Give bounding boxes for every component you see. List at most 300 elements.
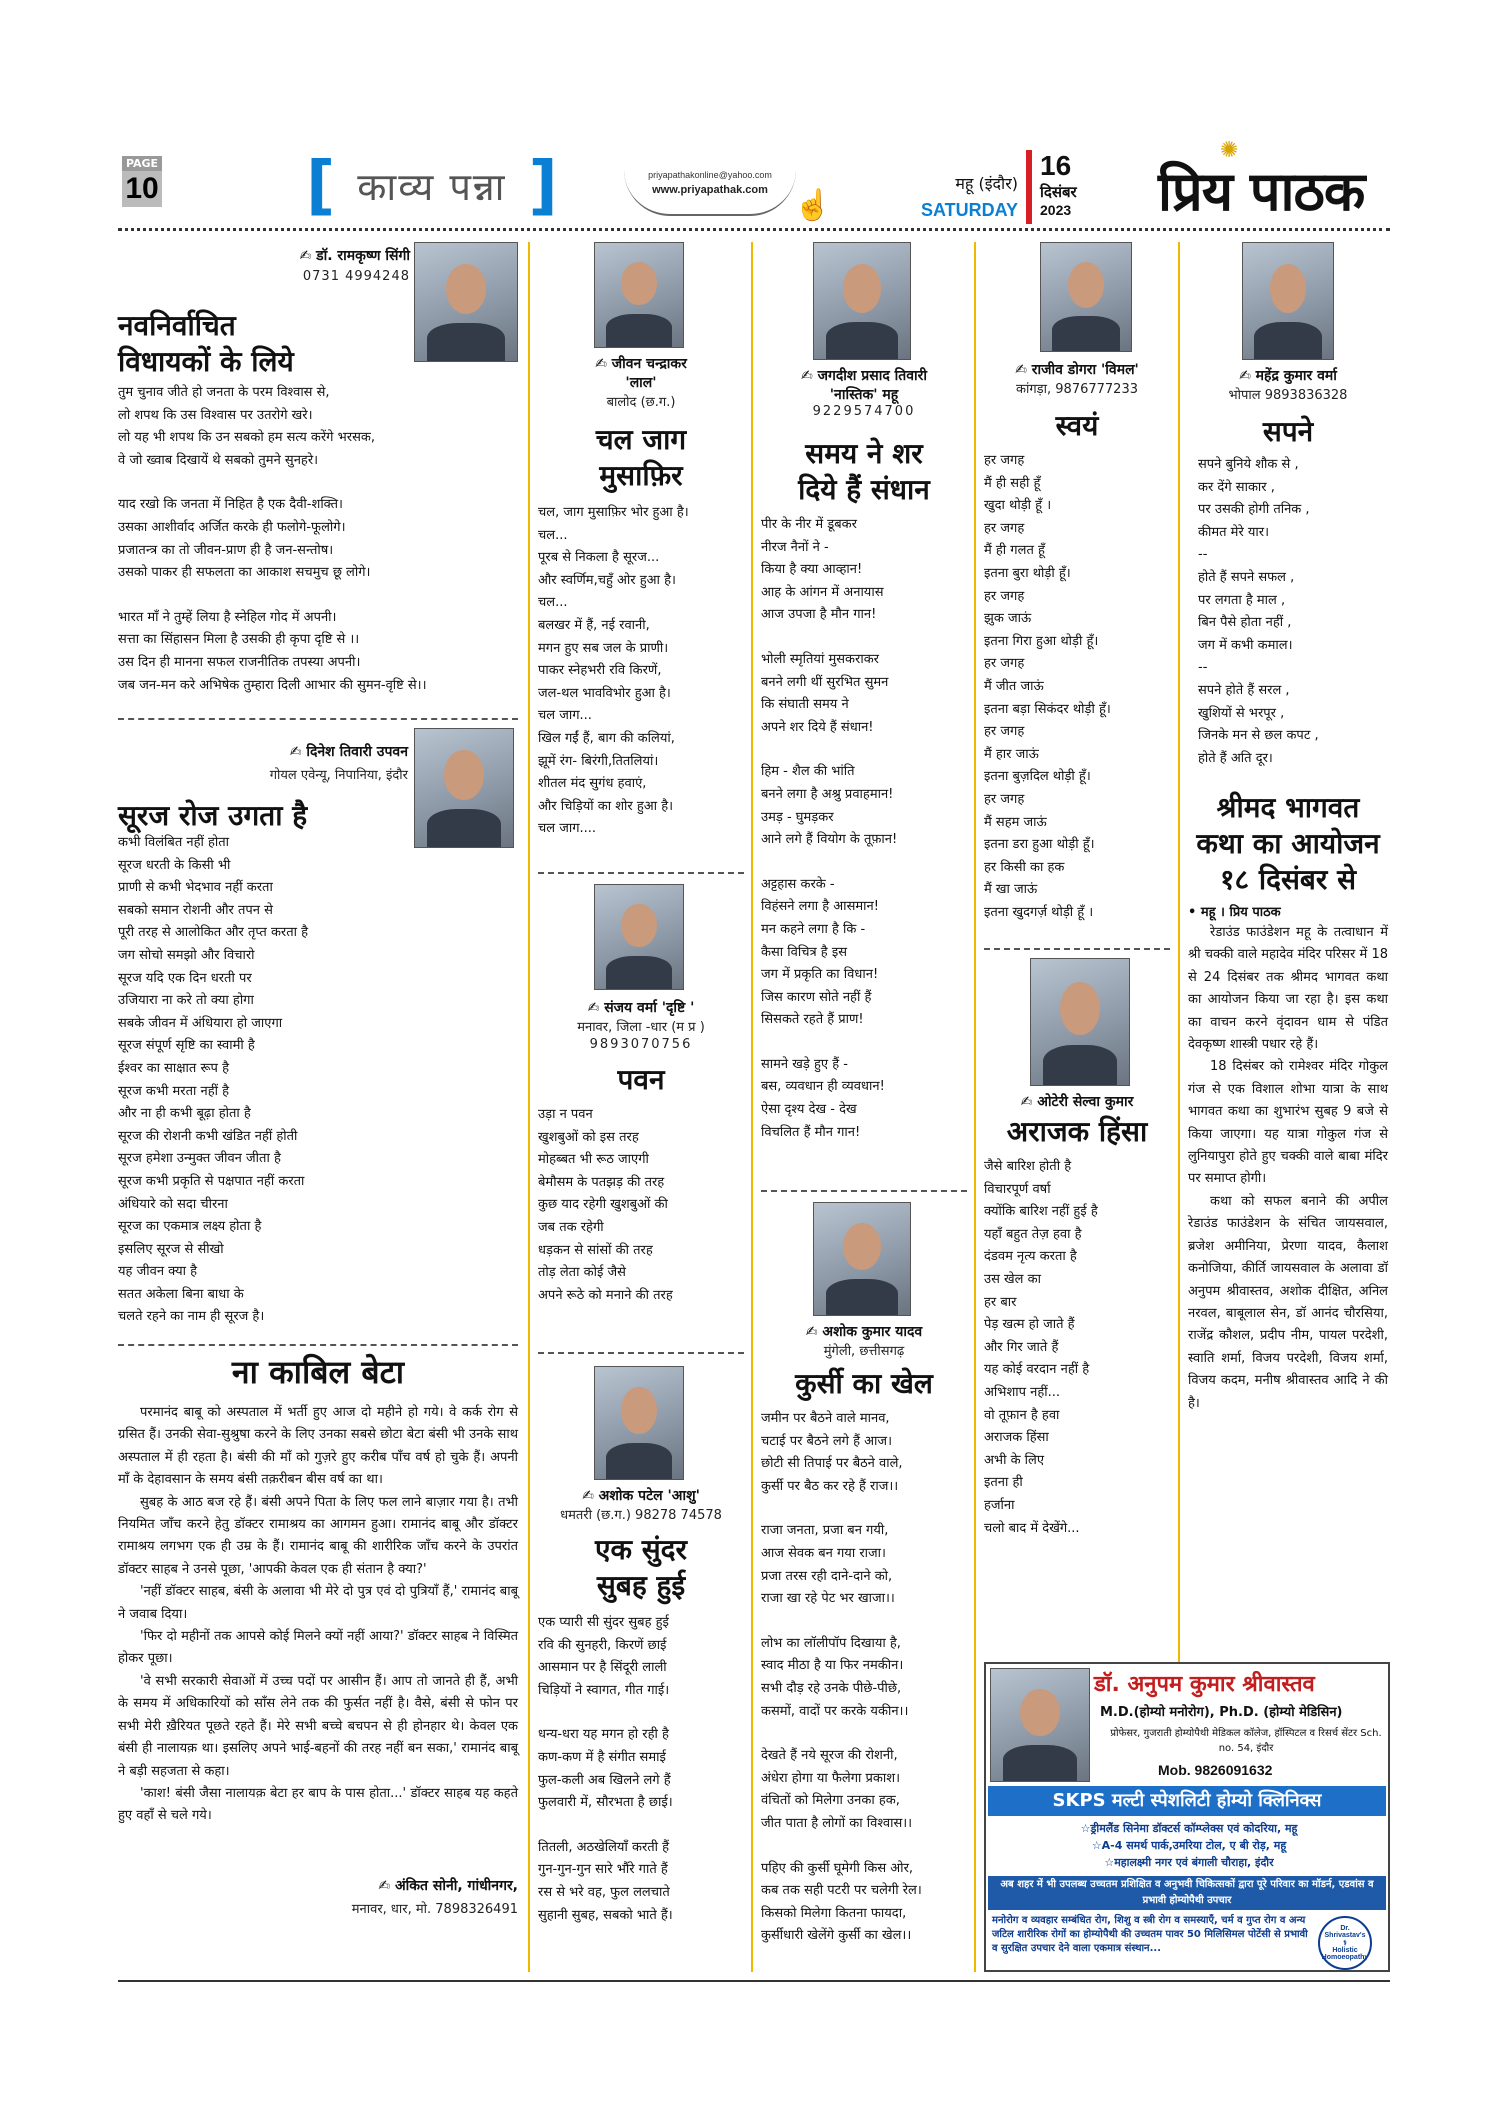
author-address: गोयल एवेन्यू, निपानिया, इंदौर	[269, 768, 408, 783]
author-photo	[813, 1202, 911, 1316]
poem-line: जग में प्रकृति का विधान!	[761, 967, 879, 983]
poem-line: चिड़ियों ने स्वागत, गीत गाई।	[538, 1682, 670, 1698]
poem-line: फुलवारी में, सौरभता है छाई।	[538, 1795, 673, 1811]
poem-line: उस दिन ही मानना सफल राजनीतिक तपस्या अपनी।	[118, 654, 361, 670]
poem-line: लो यह भी शपथ कि उन सबको हम सत्य करेंगे भरसक,	[118, 430, 375, 446]
poem-line: इतना ही	[984, 1475, 1023, 1491]
poem-line: --	[1198, 660, 1208, 676]
poem-line: हर जगह	[984, 656, 1025, 672]
poem-line: पूरब से निकला है सूरज...	[538, 550, 660, 566]
poem-line: कब तक सही पटरी पर चलेगी रेल।	[761, 1883, 922, 1899]
poem-line: हर जगह	[984, 588, 1025, 604]
author-address: भोपाल 9893836328	[1228, 388, 1348, 403]
poem-line: लोभ का लॉलीपॉप दिखाया है,	[761, 1635, 901, 1651]
stanza-break	[118, 472, 518, 494]
header-divider	[118, 228, 1390, 231]
author-nickname: 'लाल'	[625, 375, 657, 391]
doctor-mobile[interactable]: Mob. 9826091632	[1158, 1762, 1273, 1778]
poem-title: पवन	[617, 1063, 665, 1096]
paragraph: 'काश! बंसी जैसा नालायक़ बेटा हर बाप के पास होता...' डॉक्टर साहब यह कहते हुए वहाँ से चले गये।	[118, 1785, 518, 1824]
dateline	[888, 172, 1018, 221]
doctor-photo	[990, 1668, 1090, 1782]
poem-line: राजा खा रहे पेट भर खाजा।।	[761, 1591, 895, 1607]
date-day: 16	[1040, 150, 1072, 181]
poem-line: झूमें रंग- बिरंगी,तितलियां।	[538, 753, 659, 769]
stanza-break	[118, 585, 518, 607]
poem-line: मैं सहम जाऊं	[984, 814, 1047, 830]
poem-line: वो तूफ़ान है हवा	[984, 1407, 1060, 1423]
pen-icon: ✍	[805, 1324, 818, 1340]
clinic-seal: Dr. Shrivastav's ⚕ Holistic Homoeopathy	[1318, 1916, 1372, 1970]
poem-title: सूरज रोज उगता है	[118, 799, 308, 832]
poem-line: कुर्सी पर बैठ कर रहे हैं राज।।	[761, 1478, 899, 1494]
poem-line: यहाँ बहुत तेज़ हवा है	[984, 1226, 1082, 1242]
poem-title: समय ने शर	[805, 437, 923, 470]
poem-line: सतत अकेला बिना बाधा के	[118, 1286, 244, 1302]
poem-line: जैसे बारिश होती है	[984, 1159, 1072, 1174]
author-byline: ✍ डॉ. रामकृष्ण सिंगी	[299, 248, 410, 264]
clinic-name: SKPS मल्टी स्पेशलिटी होम्यो क्लिनिक्स	[988, 1786, 1386, 1816]
poem-line: होते हैं सपने सफल ,	[1198, 569, 1295, 585]
poem-line: सूरज कभी मरता नहीं है	[118, 1083, 230, 1099]
poem-line: चल...	[538, 595, 568, 611]
poem-line: सभी दौड़ रहे उनके पीछे-पीछे,	[761, 1680, 902, 1696]
poem-line: प्रजा तरस रही दाने-दाने को,	[761, 1568, 893, 1584]
poem-line: जीत पाता है लोगों का विश्वास।।	[761, 1815, 913, 1831]
paragraph: सुबह के आठ बज रहे हैं। बंसी अपने पिता के लिए फल लाने बाज़ार गया है। तभी नियमित जाँच करने हेतु डॉक्टर रामाश्रय का आगमन हुआ। रामानंद बाबू और डॉक्टर रामाश्रय लगभग एक ही उम्र के हैं। रामानंद बाबू की शारीरिक जाँच करने के उपरांत डॉक्टर साहब ने उनसे पूछा, 'आपकी केवल एक ही संतान है क्या?'	[118, 1494, 518, 1577]
poem-line: अराजक हिंसा	[984, 1430, 1049, 1446]
poem-line: उसका आशीर्वाद अर्जित करके ही फलोगे-फूलोगे।	[118, 519, 346, 535]
author-byline: ✍ जीवन चन्द्राकर	[595, 356, 687, 372]
column-divider	[974, 242, 976, 1972]
poem-title: दिये हैं संधान	[798, 473, 930, 506]
column-divider	[751, 242, 753, 1972]
poem-line: विहंसने लगा है आसमान!	[761, 899, 879, 915]
poem-line: वे जो ख्वाब दिखायें थे सबको तुमने सुनहरे।	[118, 452, 319, 468]
stanza-break	[761, 852, 967, 874]
author-address: धमतरी (छ.ग.) 98278 74578	[560, 1508, 722, 1523]
poem-line: झुक जाऊं	[984, 611, 1032, 627]
poem-line: सबको समान रोशनी और तपन से	[118, 902, 273, 918]
author-address: मुंगेली, छत्तीसगढ़	[823, 1344, 905, 1359]
date-box	[1040, 150, 1077, 218]
poem-line: कर देंगे साकार ,	[1198, 479, 1275, 495]
poem-line: खुशबुओं को इस तरह	[538, 1129, 639, 1145]
poem-body	[761, 514, 967, 1144]
poem-line: उस खेल का	[984, 1271, 1041, 1287]
poem-line: पर उसकी होगी तनिक ,	[1198, 502, 1310, 518]
poem-line: भारत माँ ने तुम्हें लिया है स्नेहिल गोद में अपनी।	[118, 609, 337, 625]
poem-line: खुशियों से भरपूर ,	[1198, 705, 1285, 721]
poem-line: और चिड़ियों का शोर हुआ है।	[538, 798, 674, 814]
poem-line: होते हैं अति दूर।	[1198, 750, 1273, 766]
poem-line: बलखर में हैं, नई रवानी,	[538, 617, 650, 633]
pen-icon: ✍	[1020, 1094, 1033, 1110]
author-byline: ✍ महेंद्र कुमार वर्मा	[1239, 368, 1337, 384]
poem-line: अंधेरा होगा या फैलेगा प्रकाश।	[761, 1770, 901, 1786]
poem-line: इतना गिरा हुआ थोड़ी हूँ।	[984, 633, 1099, 649]
author-photo	[594, 1366, 684, 1480]
poem-line: कभी विलंबित नहीं होता	[118, 835, 230, 850]
stanza-break	[538, 1702, 744, 1724]
author-byline: ✍ संजय वर्मा 'दृष्टि '	[587, 1000, 695, 1016]
poem-line: उड़ा न पवन	[538, 1107, 593, 1122]
poem-line: चल जाग...	[538, 708, 592, 724]
doctor-degrees: M.D.(होम्यो मनोरोग), Ph.D. (होम्यो मेडिसिन)	[1100, 1705, 1343, 1720]
clinic-addresses: ☆ड्रीमलैंड सिनेमा डॉक्टर्स कॉम्प्लेक्स एवं कोदरिया, महू ☆A-4 समर्थ पार्क,उमरिया टोल, ए बी रोड़, महू ☆महालक्ष्मी नगर एवं बंगाली चौराहा, इंदौर	[1080, 1822, 1298, 1869]
poem-line: तुम चुनाव जीते हो जनता के परम विश्वास से,	[118, 385, 330, 400]
paragraph: 'फिर दो महीनों तक आपसे कोई मिलने क्यों नहीं आया?' डॉक्टर साहब ने विस्मित होकर पूछा।	[118, 1629, 518, 1667]
poem-line: सुहानी सुबह, सबको भाते हैं।	[538, 1907, 673, 1923]
news-title: श्रीमद भागवत	[1216, 791, 1360, 824]
poem-line: विचारपूर्ण वर्षा	[984, 1181, 1051, 1197]
bracket-close: ]	[528, 149, 558, 223]
poem-line: और स्वर्णिम,चहुँ ओर हुआ है।	[538, 572, 676, 588]
paragraph: कथा को सफल बनाने की अपील रेडाउंड फाउंडेशन के संचित जायसवाल, ब्रजेश अमीनिया, प्रेरणा यादव, कैलाश कनोजिया, कीर्ति जायसवाल के अलावा डॉ अनुपम श्रीवास्तव, अशोक दीक्षित, अनिल नरवल, बाबूलाल सेन, डॉ आनंद चौरसिया, राजेंद्र कौशल, प्रदीप नीम, पायल परदेशी, स्वाति शर्मा, विजय परदेशी, विजय शर्मा, विजय कदम, मनीष श्रीवास्तव आदि ने की है।	[1188, 1193, 1388, 1411]
divider	[538, 872, 744, 874]
poem-line: धन्य-धरा यह मगन हो रही है	[538, 1727, 669, 1743]
poem-line: हर जगह	[984, 520, 1025, 536]
poem-line: अभी के लिए	[984, 1452, 1045, 1468]
poem-line: मैं ही गलत हूँ	[984, 543, 1045, 559]
poem-line: जिस कारण सोते नहीं हैं	[761, 989, 872, 1005]
news-body	[1188, 922, 1388, 1415]
poem-body	[538, 1612, 744, 1927]
poem-line: सामने खड़े हुए हैं -	[761, 1056, 848, 1072]
poem-line: किसको मिलेगा कितना फायदा,	[761, 1905, 907, 1921]
poem-line: राजा जनता, प्रजा बन गयी,	[761, 1523, 889, 1539]
divider	[538, 1352, 744, 1354]
divider	[984, 948, 1170, 950]
footer-divider	[118, 1980, 1390, 1982]
poem-line: स्वाद मीठा है या फिर नमकीन।	[761, 1658, 904, 1674]
poem-line: ऐसा दृश्य देख - देख	[761, 1102, 857, 1118]
poem-line: सिसकते रहते हैं प्राण!	[761, 1012, 864, 1028]
poem-line: दंडवम नृत्य करता है	[984, 1249, 1077, 1265]
pen-icon: ✍	[587, 1000, 600, 1016]
poem-body	[1198, 454, 1388, 770]
poem-line: बनने लगी थीं सुरभित सुमन	[761, 674, 889, 690]
poem-line: इतना डरा हुआ थोड़ी हूँ।	[984, 837, 1095, 853]
page-number-tag	[122, 156, 162, 207]
poem-line: हिम - शैल की भांति	[761, 764, 855, 780]
poem-body	[538, 1104, 744, 1307]
poem-line: जब जन-मन करे अभिषेक तुम्हारा दिली आभार की सुमन-वृष्टि से।।	[118, 677, 427, 693]
pen-icon: ✍	[1015, 362, 1027, 378]
author-photo	[414, 242, 518, 362]
poem-line: चलते रहने का नाम ही सूरज है।	[118, 1309, 265, 1325]
stanza-break	[761, 1498, 967, 1520]
stanza-break	[761, 627, 967, 649]
author-byline: ✍ अशोक कुमार यादव	[805, 1324, 923, 1340]
poem-line: सूरज का एकमात्र लक्ष्य होता है	[118, 1219, 262, 1235]
poem-line: तितली, अठखेलियाँ करती हैं	[538, 1839, 670, 1855]
paragraph: 'वे सभी सरकारी सेवाओं में उच्च पदों पर आसीन हैं। आप तो जानते ही हैं, अभी के समय में अधिकारियों को साँस लेने तक की फुर्सत नहीं है। वैसे, बंसी से फोन पर सभी मेरी ख़ैरियत पूछते रहते हैं। मेरे सभी बच्चे बचपन से ही होनहार थे। केवल एक बंसी ही नालायक़ था। इसलिए अपने भाई-बहनों की तरह नहीं बन सका,' रामानंद बाबू ने बड़ी सहजता से कहा।	[118, 1673, 518, 1779]
author-photo	[1030, 958, 1130, 1086]
poem-line: कैसा विचित्र है इस	[761, 944, 848, 960]
poem-line: एक प्यारी सी सुंदर सुबह हुई	[538, 1615, 669, 1630]
poem-line: सूरज कभी प्रकृति से पक्षपात नहीं करता	[118, 1173, 305, 1189]
poem-line: वंचितों को मिलेगा उनका हक,	[761, 1793, 900, 1809]
poem-line: मोहब्बत भी रूठ जाएगी	[538, 1152, 649, 1168]
author-phone: 0731 4994248	[302, 269, 410, 284]
newspaper-page	[118, 138, 1390, 1980]
pointing-hand-icon: ☝	[794, 188, 832, 223]
pen-icon: ✍	[582, 1488, 594, 1504]
news-dateline: • महू । प्रिय पाठक	[1188, 905, 1281, 920]
poem-line: किया है क्या आव्हान!	[761, 562, 863, 578]
poem-line: उजियारा ना करे तो क्या होगा	[118, 993, 254, 1009]
column-divider	[528, 242, 530, 1972]
divider	[118, 1344, 518, 1346]
poem-line: खुदा थोड़ी हूँ ।	[984, 498, 1052, 514]
poem-line: यह कोई वरदान नहीं है	[984, 1362, 1090, 1378]
doctor-profession: प्रोफेसर, गुजराती होम्योपैथी मेडिकल कॉलेज, हॉस्पिटल व रिसर्च सेंटर Sch. no. 54, इंदौर	[1110, 1728, 1382, 1754]
poem-line: छोटी सी तिपाई पर बैठने वाले,	[761, 1456, 903, 1472]
page-label: PAGE	[122, 156, 162, 171]
poem-line: हर बार	[984, 1294, 1017, 1310]
clinic-advertisement	[984, 1662, 1390, 1972]
poem-line: आह के आंगन में अनायास	[761, 584, 884, 600]
author-nickname: 'नास्तिक' महू	[829, 387, 899, 403]
poem-line: प्रजातन्त्र का तो जीवन-प्राण ही है जन-सन्तोष।	[118, 542, 334, 558]
poem-line: कि संघाती समय ने	[761, 697, 849, 713]
poem-line: आज सेवक बन गया राजा।	[761, 1545, 886, 1561]
poem-line: रवि की सुनहरी, किरणें छाई	[538, 1637, 667, 1653]
poem-line: पेड़ खत्म हो जाते हैं	[984, 1317, 1075, 1333]
paragraph: रेडाउंड फाउंडेशन महू के तत्वाधान में श्री चक्की वाले महादेव मंदिर परिसर में 18 से 24 दिसंबर तक श्रीमद भागवत कथा का आयोजन किया जा रहा है। इस कथा का वाचन करने वृंदावन धाम से पंडित देवकृष्ण शास्त्री पधार रहे हैं।	[1188, 925, 1388, 1053]
poem-line: कण-कण में है संगीत समाई	[538, 1749, 666, 1765]
author-photo	[1040, 242, 1132, 352]
poem-body	[984, 450, 1170, 924]
page-header	[118, 138, 1390, 230]
pen-icon: ✍	[800, 368, 813, 384]
poem-body	[761, 1408, 967, 1948]
poem-line: पर लगता है माल ,	[1198, 592, 1286, 608]
section-title	[306, 149, 558, 223]
poem-line: उमड़ - घुमड़कर	[761, 809, 834, 825]
poem-title: अराजक हिंसा	[1006, 1115, 1148, 1148]
bracket-open: [	[306, 149, 336, 223]
poem-line: जल-थल भावविभोर हुआ है।	[538, 685, 671, 701]
contact-info	[624, 170, 796, 216]
poem-line: बिन पैसे होता नहीं ,	[1198, 615, 1292, 631]
pen-icon: ✍	[299, 248, 312, 264]
divider	[761, 1190, 967, 1192]
pen-icon: ✍	[378, 1878, 391, 1894]
poem-line: इतना बुरा थोड़ी हूँ।	[984, 565, 1071, 581]
poem-title: कुर्सी का खेल	[795, 1367, 933, 1400]
author-address: बालोद (छ.ग.)	[606, 395, 676, 410]
poem-line: चल जाग....	[538, 821, 597, 837]
poem-line: आसमान पर है सिंदूरी लाली	[538, 1660, 667, 1676]
poem-line: आने लगे हैं वियोग के तूफ़ान!	[761, 832, 898, 848]
poem-line: सपने होते हैं सरल ,	[1198, 682, 1290, 698]
poem-line: सूरज हमेशा उन्मुक्त जीवन जीता है	[118, 1151, 281, 1167]
poem-line: हर्जाना	[984, 1497, 1015, 1513]
poem-title: सुबह हुई	[596, 1569, 686, 1602]
poem-line: --	[1198, 547, 1208, 563]
poem-line: और गिर जाते हैं	[984, 1339, 1059, 1355]
news-title: कथा का आयोजन	[1196, 827, 1380, 860]
poem-line: सपने बुनिये शौक से ,	[1198, 457, 1299, 472]
poem-line: बनने लगा है अश्रु प्रवाहमान!	[761, 786, 894, 802]
poem-line: अपने शर दिये हैं संधान!	[761, 719, 874, 735]
poem-line: सूरज धरती के किसी भी	[118, 857, 231, 873]
poem-line: सूरज की रोशनी कभी खंडित नहीं होती	[118, 1128, 298, 1144]
poem-line: धड़कन से सांसों की तरह	[538, 1242, 653, 1258]
poem-line: जग में कभी कमाल।	[1198, 637, 1293, 653]
poem-line: खिल गईं हैं, बाग की कलियां,	[538, 730, 675, 746]
city-name: महू (इंदौर)	[955, 174, 1018, 193]
poem-line: हर जगह	[984, 453, 1025, 468]
poem-line: शीतल मंद सुगंध हवाएं,	[538, 776, 647, 792]
page-number: 10	[122, 171, 162, 207]
poem-line: सत्ता का सिंहासन मिला है उसकी ही कृपा दृष्टि से ।।	[118, 632, 360, 648]
poem-line: देखते हैं नये सूरज की रोशनी,	[761, 1748, 898, 1764]
story-body	[118, 1402, 518, 1828]
sun-icon: ✺	[1220, 138, 1238, 163]
author-byline: ✍ दिनेश तिवारी उपवन	[289, 744, 408, 760]
poem-line: आज उपजा है मौन गान!	[761, 607, 877, 623]
poem-title: एक सुंदर	[595, 1533, 687, 1566]
poem-line: तोड़ लेता कोई जैसे	[538, 1265, 626, 1281]
paragraph: परमानंद बाबू को अस्पताल में भर्ती हुए आज दो महीने हो गये। वे कर्क रोग से ग्रसित हैं। उनकी सेवा-सुश्रुषा करने के लिए उनका सबसे छोटा बेटा बंसी भी उनके साथ अस्पताल में ही रहता है। बंसी की माँ को गुज़रे हुए करीब पाँच वर्ष हो चुके हैं। अपनी माँ के देहावसान के समय बंसी तक़रीबन बीस वर्ष का था।	[118, 1405, 518, 1488]
poem-line: रस से भरे वह, फुल ललचाते	[538, 1884, 670, 1900]
poem-line: फुल-कली अब खिलने लगे हैं	[538, 1772, 671, 1788]
pen-icon: ✍	[289, 744, 302, 760]
poem-line: उसको पाकर ही सफलता का आकाश सचमुच छू लोगे।	[118, 565, 371, 581]
poem-line: भोली स्मृतियां मुसकराकर	[761, 651, 879, 667]
poem-line: बेमौसम के पतझड़ की तरह	[538, 1174, 665, 1190]
poem-body	[984, 1156, 1170, 1540]
story-author: ✍ अंकित सोनी, गांधीनगर,	[378, 1878, 518, 1894]
author-phone: 9229574700	[812, 404, 916, 419]
poem-line: कुर्सीधारी खेलेंगे कुर्सी का खेल।।	[761, 1928, 912, 1944]
poem-line: जग सोचो समझो और विचारो	[118, 947, 255, 963]
poem-line: हर किसी का हक	[984, 859, 1065, 875]
poem-line: कसमों, वादों पर करके यकीन।।	[761, 1703, 909, 1719]
poem-line: इतना खुदगर्ज़ थोड़ी हूँ ।	[984, 904, 1094, 920]
stanza-break	[761, 1836, 967, 1858]
poem-line: पीर के नीर में डूबकर	[761, 517, 857, 532]
doctor-name: डॉ. अनुपम कुमार श्रीवास्तव	[1094, 1672, 1315, 1697]
poem-title: स्वयं	[1055, 409, 1099, 442]
poem-line: इसलिए सूरज से सीखो	[118, 1241, 224, 1257]
stanza-break	[761, 1032, 967, 1054]
poem-line: मन कहने लगा है कि -	[761, 921, 866, 937]
poem-line: इतना बड़ा सिकंदर थोड़ी हूँ।	[984, 701, 1111, 717]
author-byline: ✍ अशोक पटेल 'आशु'	[582, 1488, 700, 1504]
poem-body	[118, 382, 518, 697]
poem-line: हर जगह	[984, 724, 1025, 740]
poem-body	[538, 502, 744, 841]
date-month: दिसंबर	[1040, 183, 1077, 201]
poem-line: सूरज संपूर्ण सृष्टि का स्वामी है	[118, 1038, 255, 1054]
paragraph: 18 दिसंबर को रामेश्वर मंदिर गोकुल गंज से एक विशाल शोभा यात्रा के साथ भागवत कथा का शुभारंभ सुबह 9 बजे से किया जाएगा। यह यात्रा गोकुल गंज से लुनियापुरा होते हुए चक्की वाले बाबा मंदिर पर समाप्त होगी।	[1188, 1059, 1388, 1187]
poem-line: मैं ही सही हूँ	[984, 475, 1041, 491]
poem-line: कीमत मेरे यार।	[1198, 524, 1270, 540]
poem-line: पूरी तरह से आलोकित और तृप्त करता है	[118, 925, 309, 941]
stanza-break	[538, 1815, 744, 1837]
poem-line: नीरज नैनों ने -	[761, 539, 829, 555]
paragraph: 'नहीं डॉक्टर साहब, बंसी के अलावा भी मेरे दो पुत्र एवं दो पुत्रियाँ हैं,' रामानंद बाबू ने जवाब दिया।	[118, 1584, 518, 1622]
poem-line: मैं खा जाऊं	[984, 882, 1038, 898]
poem-line: कुछ याद रहेगी खुशबुओं की	[538, 1197, 668, 1213]
poem-line: सूरज यदि एक दिन धरती पर	[118, 970, 252, 986]
author-byline: ✍ राजीव डोगरा 'विमल'	[1015, 362, 1139, 378]
date-divider	[1026, 150, 1032, 224]
divider	[118, 718, 518, 720]
news-title: १८ दिसंबर से	[1219, 863, 1357, 896]
clinic-tagline: अब शहर में भी उपलब्ध उच्चतम प्रशिक्षित व अनुभवी चिकित्सकों द्वारा पूरे परिवार का मॉडर्न, एडवांस व प्रभावी होम्योपैथी उपचार	[988, 1876, 1386, 1910]
poem-line: अंधियारे को सदा चीरना	[118, 1196, 228, 1212]
stanza-break	[761, 1611, 967, 1633]
author-photo	[1242, 242, 1334, 360]
poem-line: पहिए की कुर्सी घूमेगी किस ओर,	[761, 1860, 914, 1876]
poem-line: अभिशाप नहीं...	[984, 1384, 1061, 1400]
poem-line: चलो बाद में देखेंगे...	[984, 1520, 1080, 1536]
pen-icon: ✍	[595, 356, 607, 372]
pen-icon: ✍	[1239, 368, 1251, 384]
poem-title: विधायकों के लिये	[118, 345, 294, 378]
poem-title: नवनिर्वाचित	[118, 309, 236, 342]
story-address: मनावर, धार, मो. 7898326491	[351, 1902, 518, 1917]
clinic-services: मनोरोग व व्यवहार सम्बंधित रोग, शिशु व स्त्री रोग व समस्याएँ, चर्म व गुप्त रोग व अन्य जटिल शारीरिक रोगों का होम्योपैथी की उच्चतम पावर 50 मिलिसिमल पोटेंसी से प्रभावी व सुरक्षित उपचार देने वाला एकमात्र संस्थान...	[992, 1915, 1308, 1954]
author-address: कांगड़ा, 9876777233	[1016, 382, 1138, 397]
author-photo	[813, 242, 911, 360]
poem-line: मैं हार जाऊं	[984, 746, 1039, 762]
website-link[interactable]: www.priyapathak.com	[652, 184, 768, 196]
poem-line: पाकर स्नेहभरी रवि किरणें,	[538, 663, 662, 679]
poem-line: जमीन पर बैठने वाले मानव,	[761, 1411, 890, 1426]
poem-line: जब तक रहेगी	[538, 1219, 604, 1235]
author-byline: ✍ जगदीश प्रसाद तिवारी	[800, 368, 928, 384]
author-address: मनावर, जिला -धार (म प्र )	[577, 1020, 705, 1035]
email-link[interactable]: priyapathakonline@yahoo.com	[648, 170, 772, 180]
section-title-text: काव्य पन्ना	[357, 165, 507, 209]
poem-line: सबके जीवन में अंधियारा हो जाएगा	[118, 1015, 283, 1031]
poem-line: प्राणी से कभी भेदभाव नहीं करता	[118, 880, 273, 896]
author-photo	[594, 884, 684, 990]
poem-line: जिनके मन से छल कपट ,	[1198, 728, 1319, 744]
weekday: SATURDAY	[920, 200, 1018, 220]
poem-line: गुन-गुन-गुन सारे भौंरे गाते हैं	[538, 1862, 668, 1878]
poem-title: चल जाग	[595, 423, 687, 456]
poem-line: बस, व्यवधान ही व्यवधान!	[761, 1079, 885, 1095]
poem-line: यह जीवन क्या है	[118, 1264, 198, 1280]
poem-line: मैं जीत जाऊं	[984, 678, 1044, 694]
poem-body	[118, 832, 518, 1329]
poem-line: याद रखो कि जनता में निहित है एक दैवी-शक्ति।	[118, 497, 343, 513]
poem-line: मगन हुए सब जल के प्राणी।	[538, 640, 669, 656]
stanza-break	[761, 739, 967, 761]
poem-title: सपने	[1262, 415, 1314, 448]
poem-line: विचलित हैं मौन गान!	[761, 1124, 861, 1140]
story-title: ना काबिल बेटा	[231, 1353, 405, 1391]
masthead-logo: ✺ प्रिय पाठक	[1158, 138, 1365, 223]
author-byline: ✍ ओटेरी सेल्वा कुमार	[1020, 1094, 1134, 1110]
poem-line: चल, जाग मुसाफ़िर भोर हुआ है।	[538, 505, 689, 520]
date-year: 2023	[1040, 202, 1072, 218]
author-photo	[594, 242, 684, 348]
poem-title: मुसाफ़िर	[599, 459, 683, 492]
poem-line: लो शपथ कि उस विश्वास पर उतरोगे खरे।	[118, 407, 313, 423]
author-photo	[414, 728, 514, 848]
poem-line: चल...	[538, 527, 568, 543]
stanza-break	[761, 1723, 967, 1745]
poem-line: क्योंकि बारिश नहीं हुई है	[984, 1204, 1098, 1220]
